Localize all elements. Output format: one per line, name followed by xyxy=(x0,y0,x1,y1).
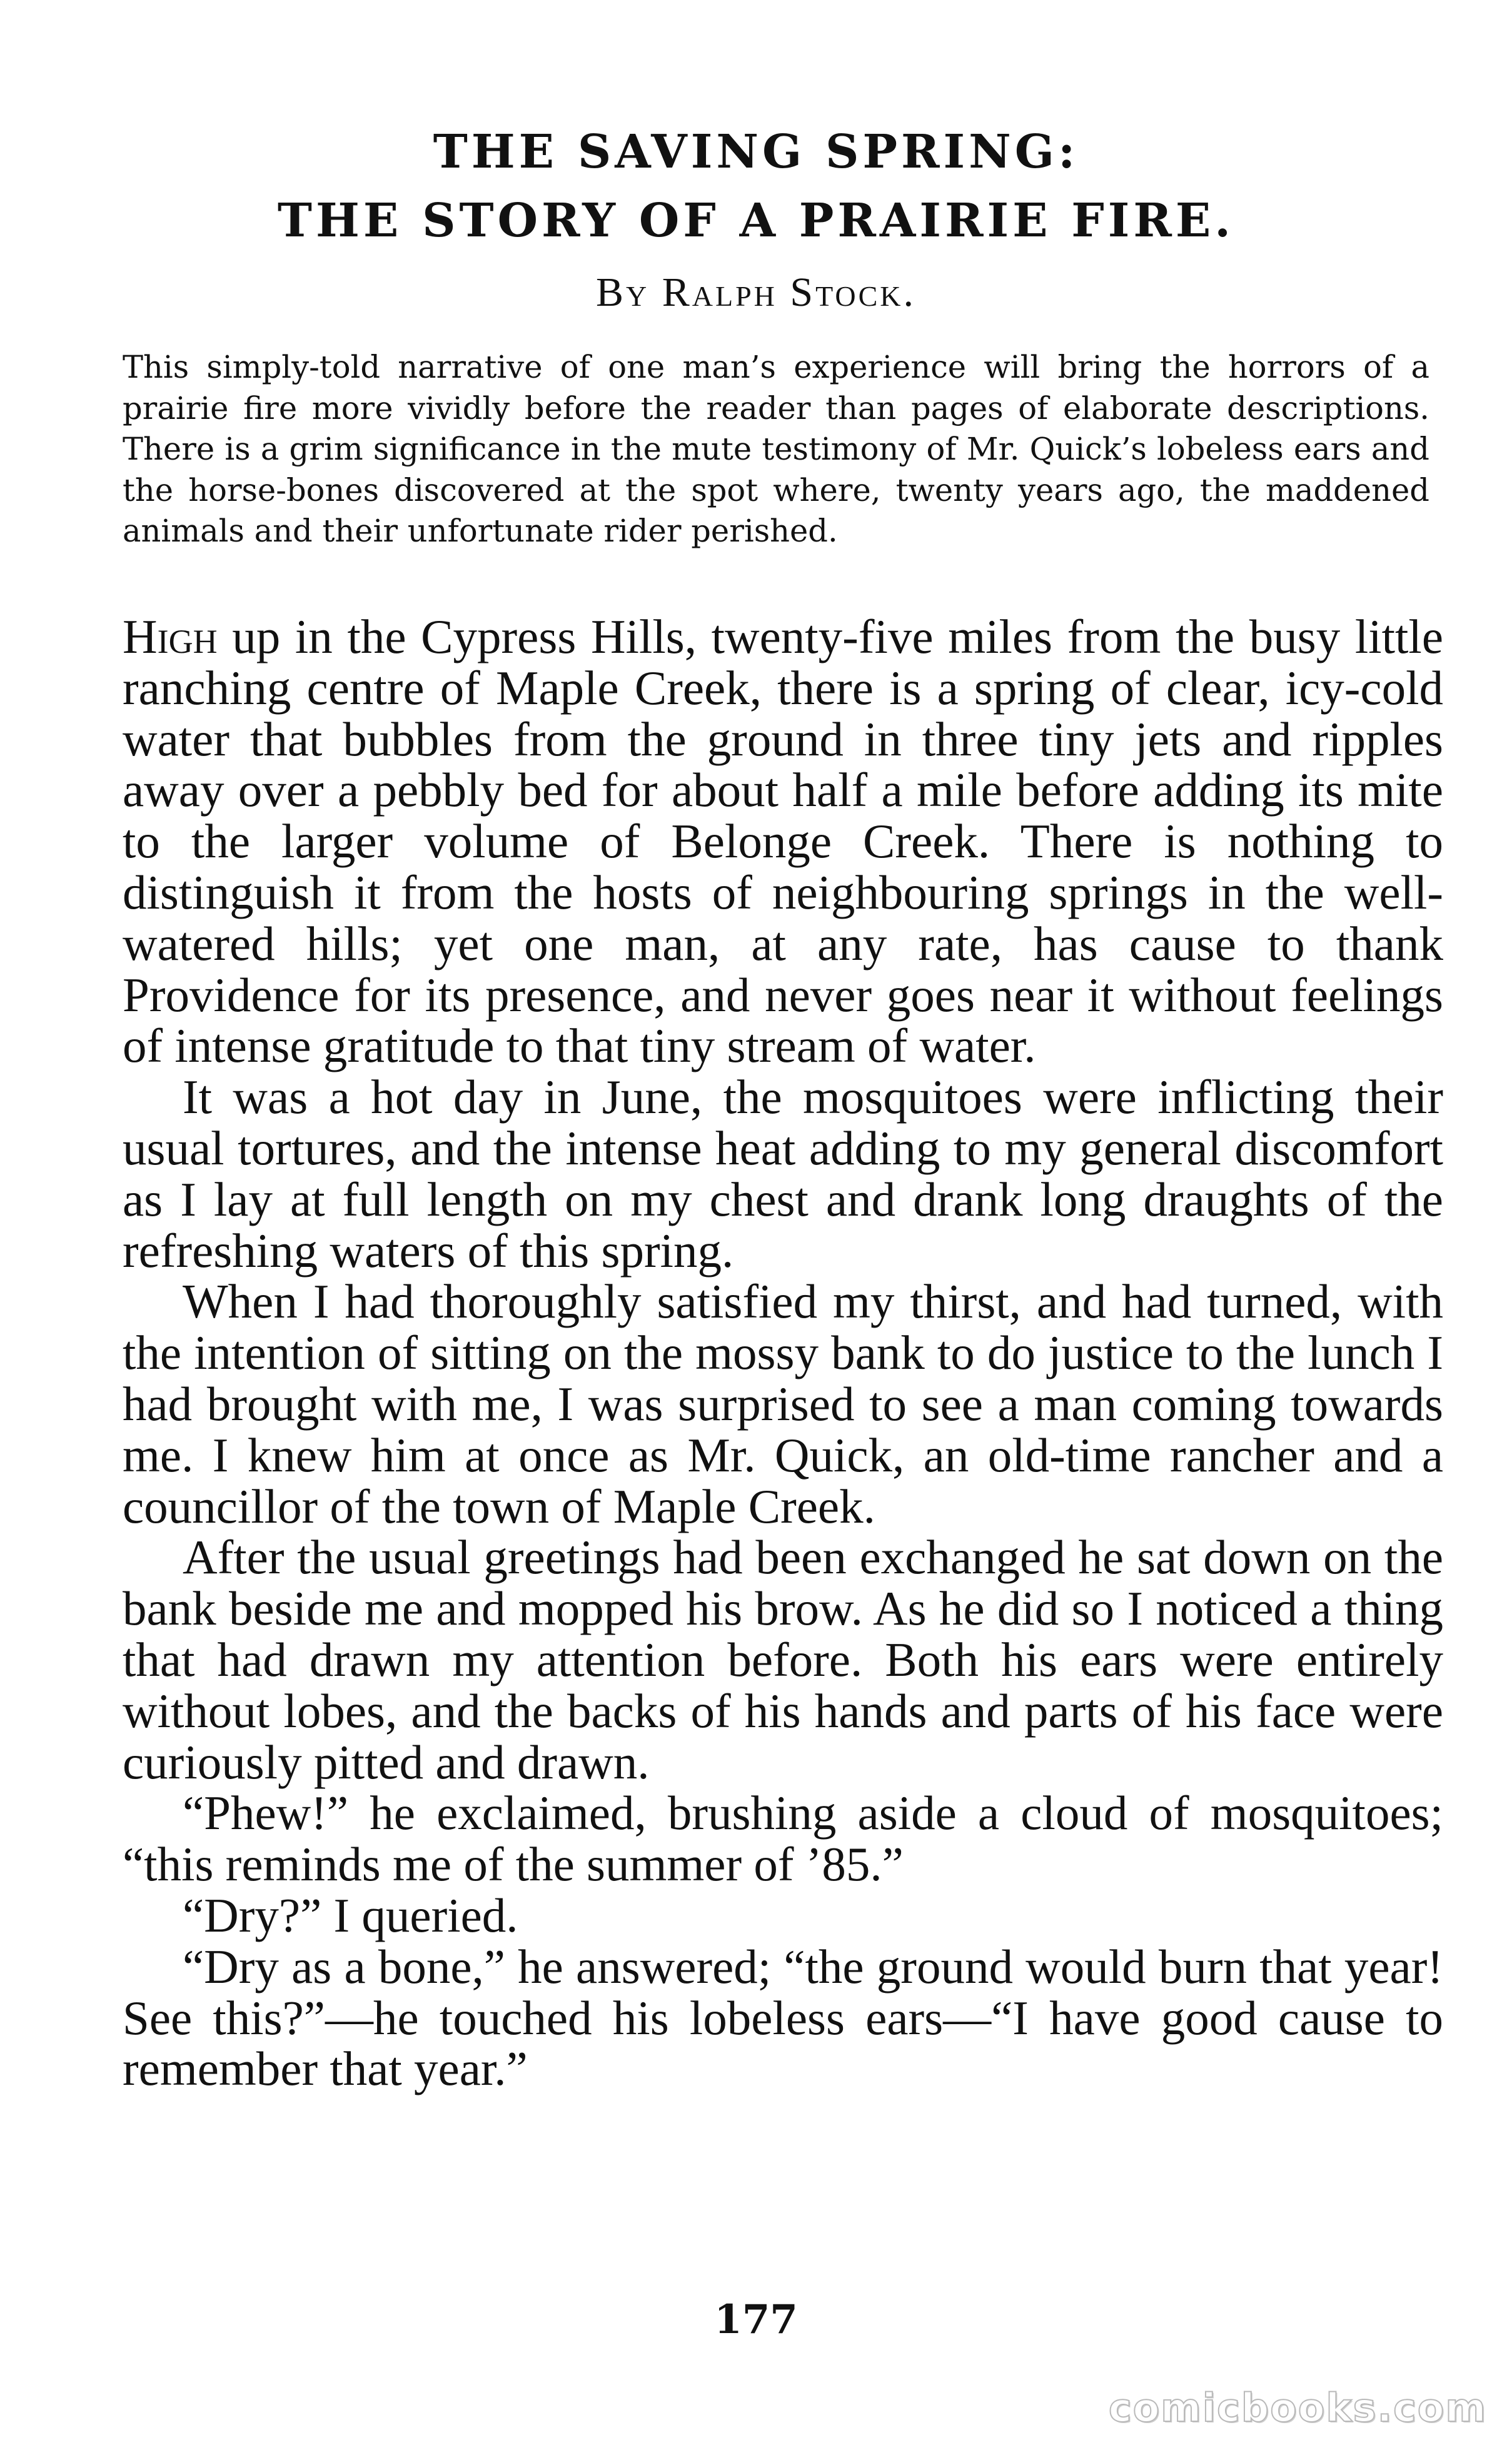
body-paragraph-5: “Phew!” he exclaimed, brushing aside a cloud of mosquitoes; “this reminds me of the summer of ’85.” xyxy=(123,1786,1443,1892)
drop-lead-word: High xyxy=(123,610,218,663)
body-paragraph-1 xyxy=(123,612,1443,1072)
body-paragraph-3: When I had thoroughly satisfied my thirst, and had turned, with the intention of sitting on the mossy bank to do justice to the lunch I had brought with me, I was surprised to see a man coming towards me. I knew him at once as Mr. Quick, an old-time rancher and a councillor of the town of Maple Creek. xyxy=(123,1274,1443,1533)
body-paragraph-1-text: up in the Cypress Hills, twenty-five miles from the busy little ranching centre of Maple Creek, there is a spring of clear, icy-cold water that bubbles from the ground in three tiny jets and ripples away over a pebbly bed for about half a mile before adding its mite to the larger volume of Belonge Creek. There is nothing to distinguish it from the hosts of neighbouring springs in the well-watered hills; yet one man, at any rate, has cause to thank Providence for its presence, and never goes near it without feelings of intense gratitude to that tiny stream of water. xyxy=(123,610,1443,1073)
byline-author: Ralph Stock. xyxy=(662,270,916,315)
story-body xyxy=(123,612,1443,2095)
title-line-2: THE STORY OF A PRAIRIE FIRE. xyxy=(277,194,1235,248)
body-paragraph-4: After the usual greetings had been exchanged he sat down on the bank beside me and mopped his brow. As he did so I noticed a thing that had drawn my attention before. Both his ears were entirely without lobes, and the backs of his hands and parts of his face were curiously pitted and drawn. xyxy=(123,1530,1443,1789)
watermark-logo: comicbooks.com xyxy=(1108,2385,1487,2431)
body-paragraph-2: It was a hot day in June, the mosquitoes were inflicting their usual tortures, and the intense heat adding to my general discomfort as I lay at full length on my chest and drank long draughts of the refreshing waters of this spring. xyxy=(123,1070,1443,1278)
page-number: 177 xyxy=(714,2296,798,2343)
body-paragraph-6: “Dry?” I queried. xyxy=(183,1888,518,1942)
intro-paragraph: This simply-told narrative of one man’s experience will bring the horrors of a prairie fire more vividly before the reader than pages of elaborate descriptions. There is a grim significance in the mute testimony of Mr. Quick’s lobeless ears and the horse-bones discovered at the spot where, twenty years ago, the maddened animals and their unfortunate rider perished. xyxy=(123,349,1429,549)
title-line-1: THE SAVING SPRING: xyxy=(433,125,1079,179)
byline-prefix: By xyxy=(596,270,650,315)
body-paragraph-7: “Dry as a bone,” he answered; “the ground would burn that year! See this?”—he touched his lobeless ears—“I have good cause to remember that year.” xyxy=(123,1939,1443,2096)
byline xyxy=(0,269,1512,316)
